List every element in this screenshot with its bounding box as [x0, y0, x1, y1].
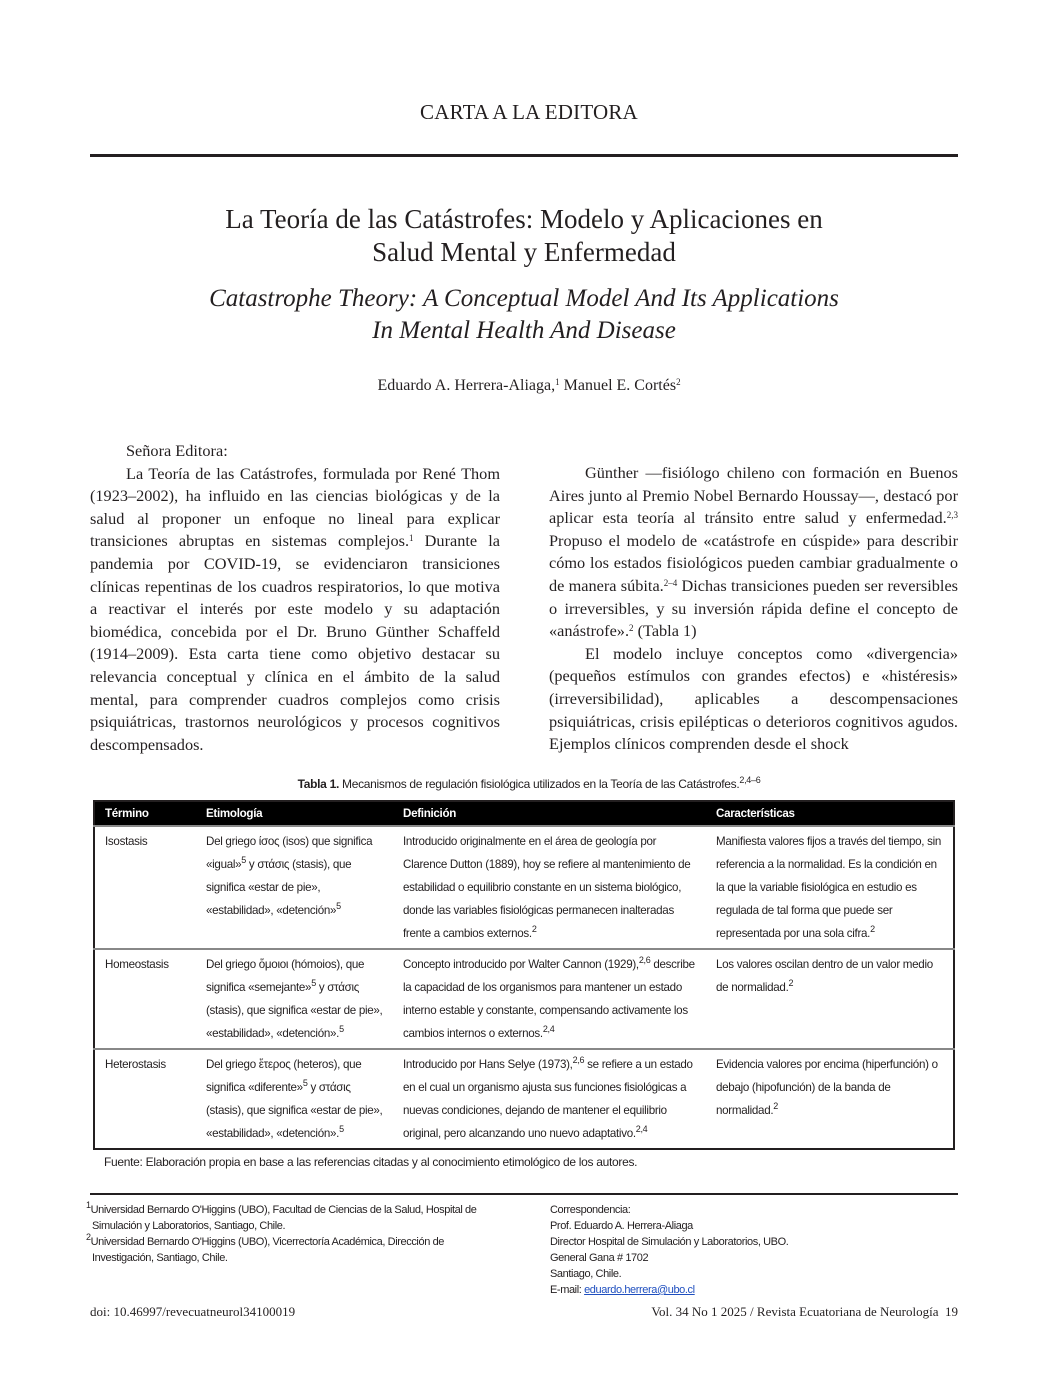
citation-superscript: 5: [311, 978, 316, 988]
author-affiliation-mark: 2: [676, 377, 681, 387]
characteristics-cell: [706, 949, 954, 1049]
authors: [0, 377, 1058, 395]
paragraph: [90, 463, 500, 757]
text-run: Señora Editora:: [126, 441, 228, 460]
etymology-cell: [196, 949, 393, 1049]
citation-superscript: 2–4: [663, 577, 678, 588]
citation-superscript: 5: [302, 1078, 308, 1088]
correspondence-line: Director Hospital de Simulación y Laboratorios, UBO.: [550, 1236, 789, 1248]
affiliation-text: Universidad Bernardo O'Higgins (UBO), Facultad de Ciencias de la Salud, Hospital de Simulación y Laboratorios, Santiago, Chile.: [90, 1204, 477, 1232]
citation-superscript: 5: [336, 901, 341, 911]
citation-superscript: 5: [339, 1024, 344, 1034]
affiliation-item: [86, 1202, 506, 1234]
author-affiliation-mark: 1: [555, 377, 560, 387]
citation-superscript: 2: [773, 1101, 778, 1111]
author-name: Eduardo A. Herrera-Aliaga,: [377, 377, 556, 394]
title-line: La Teoría de las Catástrofes: Modelo y Aplicaciones en: [225, 204, 823, 234]
citation-superscript: 5: [339, 1124, 344, 1134]
affiliation-number: 2: [86, 1232, 91, 1242]
citation-superscript: 2,4: [542, 1024, 555, 1034]
text-run: Del griego ἕτερος (heteros), que significa «diferente»: [206, 1058, 362, 1094]
definition-cell: [393, 1049, 706, 1149]
term-cell: [94, 1049, 196, 1149]
column-header: Definición: [393, 801, 706, 826]
text-run: Dichas transiciones pueden ser reversibles o irreversibles, y su inversión rápida define el concepto de «anástrofe».: [549, 575, 959, 641]
journal-volume-page: Vol. 34 No 1 2025 / Revista Ecuatoriana de Neurología 19: [651, 1304, 958, 1319]
affiliation-item: [86, 1234, 506, 1266]
citation-superscript: 2,3: [946, 510, 958, 521]
text-run: Concepto introducido por Walter Cannon (1929),: [403, 958, 639, 971]
article-title-en: [120, 283, 928, 347]
paragraph: [549, 462, 958, 643]
citation-superscript: 1: [409, 533, 414, 544]
etymology-cell: [196, 826, 393, 949]
citation-superscript: 2,4: [635, 1124, 648, 1134]
text-run: Heterostasis: [105, 1058, 166, 1071]
characteristics-cell: [706, 826, 954, 949]
table-row: [94, 826, 954, 949]
text-run: Del griego ίσος (isos) que significa «igual»: [206, 835, 373, 871]
table-caption-text: Mecanismos de regulación fisiológica utilizados en la Teoría de las Catástrofes.: [339, 777, 740, 791]
etymology-cell: [196, 1049, 393, 1149]
text-run: El modelo incluye conceptos como «divergencia» (pequeños estímulos con grandes efectos) e «histéresis» (irreversibilidad), aplicables a descompensaciones psiquiátricas, crisis epilépticas o deterioros cognitivos agudos. Ejemplos clínicos comprenden desde el shock: [549, 643, 958, 754]
section-heading: CARTA A LA EDITORA: [420, 100, 638, 124]
text-run: Homeostasis: [105, 958, 169, 971]
text-run: (Tabla 1): [633, 621, 697, 641]
paragraph: [549, 643, 958, 756]
doi: doi: 10.46997/revecuatneurol34100019: [90, 1304, 296, 1319]
body-column-left: [90, 440, 500, 756]
citation-superscript: 2: [788, 978, 794, 988]
text-run: Evidencia valores por encima (hiperfunción) o debajo (hipofunción) de la banda de normalidad.: [716, 1058, 938, 1117]
title-line: Salud Mental y Enfermedad: [372, 237, 676, 267]
term-cell: [94, 949, 196, 1049]
affiliation-text: Universidad Bernardo O'Higgins (UBO), Vicerrectoría Académica, Dirección de Investigación, Santiago, Chile.: [90, 1236, 444, 1264]
table-source-note: Fuente: Elaboración propia en base a las referencias citadas y al conocimiento etimológico de los autores.: [104, 1155, 638, 1169]
text-run: Los valores oscilan dentro de un valor medio de normalidad.: [716, 958, 933, 994]
regulation-mechanisms-table: [93, 800, 955, 1150]
correspondence-line: Santiago, Chile.: [550, 1268, 622, 1280]
term-cell: [94, 826, 196, 949]
text-run: Manifiesta valores fijos a través del tiempo, sin referencia a la normalidad. Es la condición en la que la variable fisiológica en estudio es regulada de tal forma que puede ser representada por una sola cifra.: [716, 835, 942, 940]
text-run: se refiere a un estado en el cual un organismo ajusta sus funciones fisiológicas a nuevas condiciones, dejando de mantener el equilibrio original, pero alcanzando uno nuevo adaptativo.: [403, 1058, 693, 1140]
column-header: Etimología: [196, 801, 393, 826]
text-run: Introducido por Hans Selye (1973),: [403, 1058, 573, 1071]
text-run: Günther —fisiólogo chileno con formación en Buenos Aires junto al Premio Nobel Bernardo Houssay—, destacó por aplicar esta teoría al tránsito entre salud y enfermedad.: [549, 463, 958, 528]
column-header: Características: [706, 801, 954, 826]
email-line: [550, 1282, 788, 1298]
email-link[interactable]: eduardo.herrera@ubo.cl: [584, 1284, 695, 1296]
citation-superscript: 2,6: [638, 955, 651, 965]
citation-superscript: 2: [870, 924, 875, 934]
footnote-divider: [90, 1193, 958, 1195]
table-row: [94, 949, 954, 1049]
text-run: describe la capacidad de los organismos para mantener un estado interno estable y constante, compensando activamente los cambios internos o externos.: [403, 958, 695, 1040]
correspondence-line: General Gana # 1702: [550, 1252, 649, 1264]
citation-superscript: 2: [531, 924, 537, 934]
citation-superscript: 5: [241, 855, 247, 865]
citation-superscript: 2: [629, 623, 634, 634]
definition-cell: [393, 949, 706, 1049]
text-run: La Teoría de las Catástrofes, formulada por René Thom (1923–2002), ha influido en las ciencias biológicas y de la salud al proponer un enfoque no lineal para explicar transiciones abruptas en sistemas complejos.: [90, 463, 500, 551]
table-header-row: [94, 801, 954, 826]
affiliations: [86, 1202, 506, 1266]
correspondence: [550, 1202, 788, 1298]
title-line: In Mental Health And Disease: [372, 317, 676, 344]
text-run: y στάσις (stasis), que significa «estar de pie», «estabilidad», «detención».: [206, 1081, 383, 1140]
header-divider: [90, 154, 958, 157]
affiliation-number: 1: [86, 1200, 91, 1210]
characteristics-cell: [706, 1049, 954, 1149]
text-run: Isostasis: [105, 835, 148, 848]
text-run: y στάσις (stasis), que significa «estar de pie», «estabilidad», «detención»: [206, 858, 352, 917]
column-header: Término: [94, 801, 196, 826]
salutation: [90, 440, 500, 463]
table-caption-refs: 2,4–6: [739, 775, 761, 785]
title-line: Catastrophe Theory: A Conceptual Model And Its Applications: [209, 285, 839, 312]
text-run: Propuso el modelo de «catástrofe en cúspide» para describir cómo los estados fisiológicos pueden cambiar gradualmente o de manera súbita.: [549, 530, 958, 595]
correspondence-label: Correspondencia:: [550, 1204, 631, 1216]
text-run: Durante la pandemia por COVID-19, se evidenciaron transiciones clínicas repentinas de los cuadros respiratorios, lo que motiva a reactivar el interés por este modelo y su adaptación biomédica, concebida por el Dr. Bruno Günther Schaffeld (1914–2009). Esta carta tiene como objetivo destacar su relevancia conceptual y clínica en el ámbito de la salud mental, para comprender cuadros complejos como crisis psiquiátricas, trastornos neurológicos y procesos cognitivos descompensados.: [90, 531, 501, 754]
text-run: Introducido originalmente en el área de geología por Clarence Dutton (1889), hoy se refiere al mantenimiento de estabilidad o equilibrio constante en un sistema biológico, donde las variables fisiológicas permanecen inalteradas frente a cambios externos.: [403, 835, 691, 940]
email-label: E-mail:: [550, 1284, 585, 1296]
correspondence-line: Prof. Eduardo A. Herrera-Aliaga: [550, 1220, 693, 1232]
author-name: Manuel E. Cortés: [559, 377, 677, 394]
table-caption: [0, 777, 1058, 791]
citation-superscript: 2,6: [572, 1055, 585, 1065]
table-row: [94, 1049, 954, 1149]
article-title-es: [120, 203, 928, 269]
text-run: Del griego ὅμοιοι (hómoios), que significa «semejante»: [206, 958, 365, 994]
table-label: Tabla 1.: [297, 777, 339, 791]
body-column-right: [549, 462, 958, 756]
definition-cell: [393, 826, 706, 949]
text-run: y στάσις (stasis), que significa «estar de pie», «estabilidad», «detención».: [206, 981, 383, 1040]
